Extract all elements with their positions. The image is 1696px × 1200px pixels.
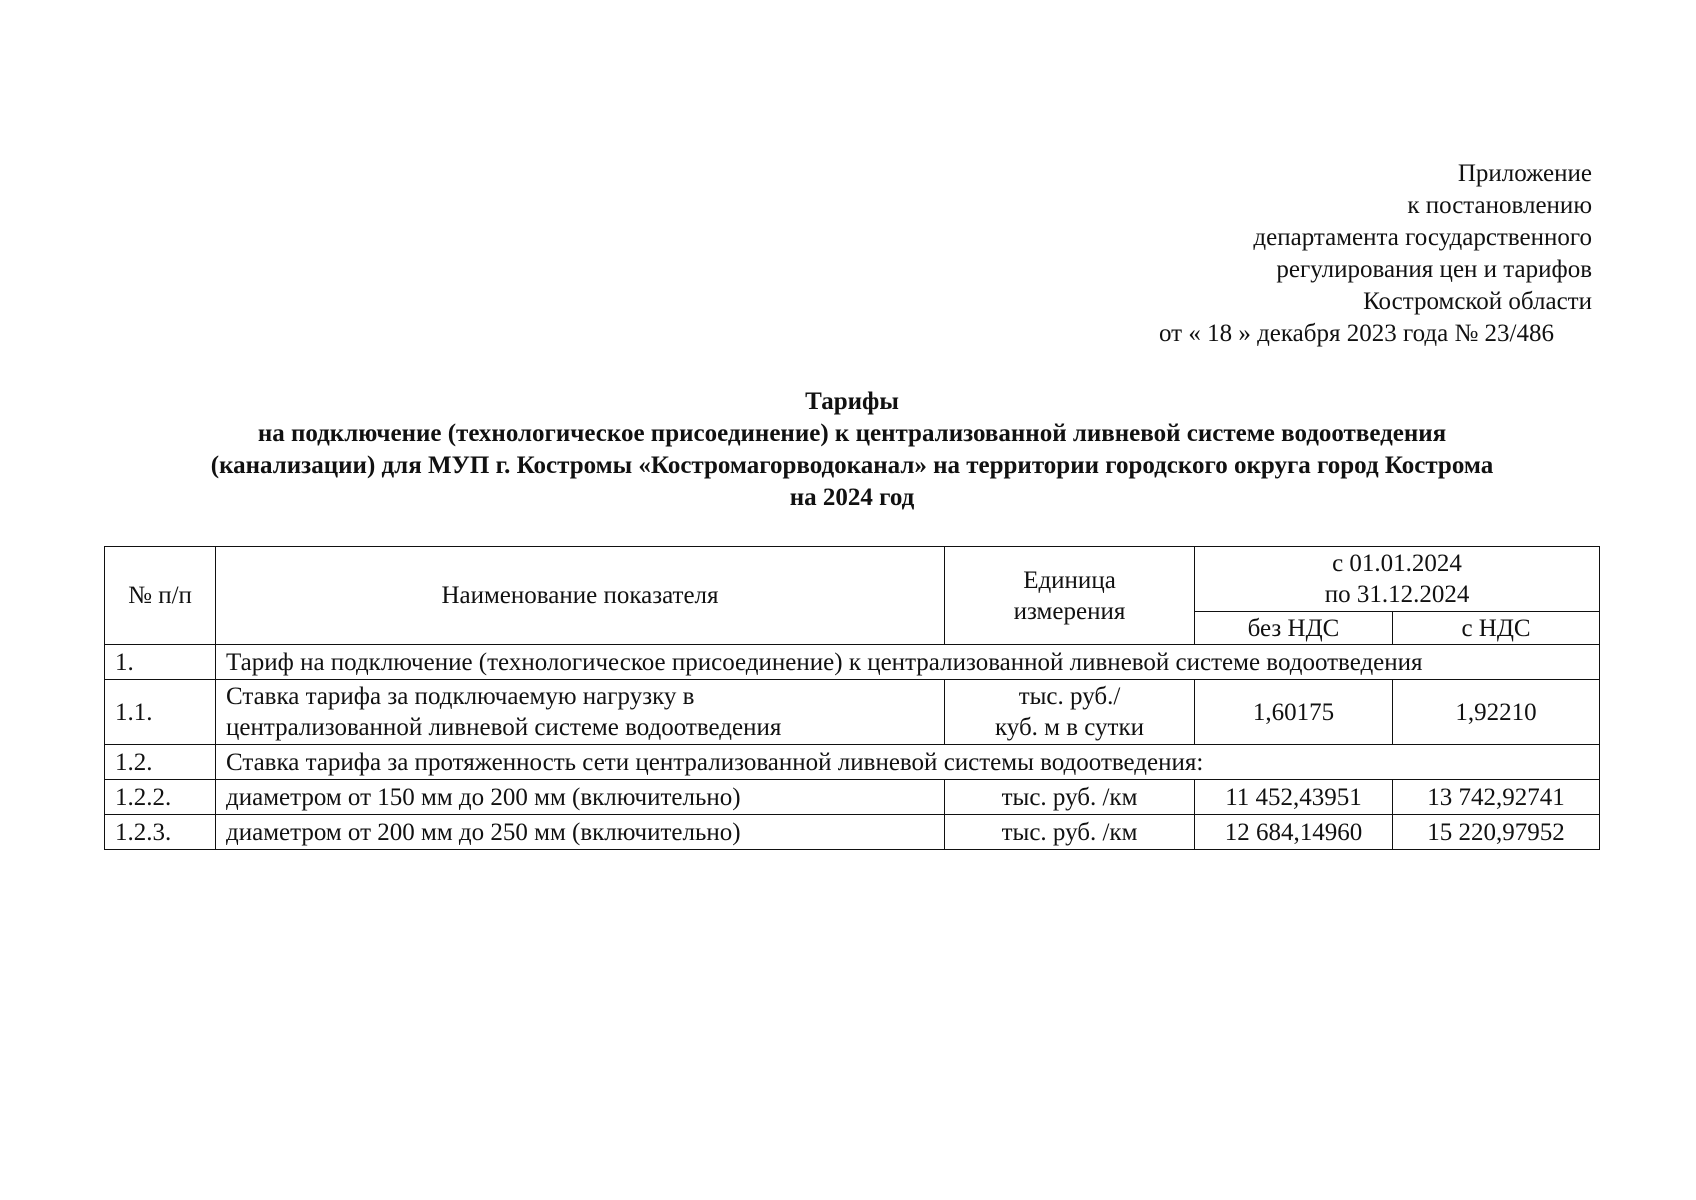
table-row (105, 815, 1600, 850)
row-no-vat: 12 684,14960 (1195, 815, 1393, 850)
table-row (105, 645, 1600, 680)
appendix-line: регулирования цен и тарифов (1276, 256, 1592, 283)
row-name: диаметром от 200 мм до 250 мм (включительно) (216, 815, 945, 850)
tariffs-table (104, 546, 1600, 850)
appendix-line: к постановлению (1407, 192, 1592, 219)
row-with-vat: 13 742,92741 (1393, 780, 1600, 815)
appendix-header (1159, 158, 1592, 350)
title-line: на подключение (технологическое присоединение) к централизованной ливневой системе водоотведения (257, 420, 1447, 447)
row-unit-line: куб. м в сутки (994, 714, 1145, 741)
row-name: Тариф на подключение (технологическое присоединение) к централизованной ливневой системе водоотведения (216, 645, 1600, 680)
header-period-line: с 01.01.2024 (1332, 550, 1462, 577)
row-name: диаметром от 150 мм до 200 мм (включительно) (216, 780, 945, 815)
header-no-vat: без НДС (1195, 612, 1393, 645)
row-num: 1.2. (105, 745, 216, 780)
row-unit: тыс. руб. /км (945, 780, 1195, 815)
row-unit (945, 680, 1195, 745)
row-with-vat: 1,92210 (1393, 680, 1600, 745)
appendix-line: Приложение (1457, 160, 1592, 187)
row-name-line: централизованной ливневой системе водоотведения (226, 714, 782, 741)
row-no-vat: 1,60175 (1195, 680, 1393, 745)
header-period-line: по 31.12.2024 (1324, 581, 1470, 608)
header-num: № п/п (105, 547, 216, 645)
document-title (104, 386, 1600, 514)
row-unit: тыс. руб. /км (945, 815, 1195, 850)
row-name-line: Ставка тарифа за подключаемую нагрузку в (226, 683, 695, 710)
row-num: 1. (105, 645, 216, 680)
appendix-line: Костромской области (1363, 288, 1592, 315)
row-name (216, 680, 945, 745)
row-num: 1.2.3. (105, 815, 216, 850)
row-name: Ставка тарифа за протяженность сети централизованной ливневой системы водоотведения: (216, 745, 1600, 780)
title-line: на 2024 год (789, 484, 915, 511)
header-unit (945, 547, 1195, 645)
header-unit-line: Единица (1023, 566, 1116, 594)
order-number: от « 18 » декабря 2023 года № 23/486 (1158, 320, 1554, 347)
table-header-row (105, 547, 1600, 612)
table-row (105, 780, 1600, 815)
row-with-vat: 15 220,97952 (1393, 815, 1600, 850)
table-row (105, 680, 1600, 745)
header-with-vat: с НДС (1393, 612, 1600, 645)
row-unit-line: тыс. руб./ (1018, 683, 1121, 710)
row-num: 1.2.2. (105, 780, 216, 815)
title-line: (канализации) для МУП г. Костромы «Костромагорводоканал» на территории городского округа город Кострома (210, 452, 1494, 479)
header-unit-line: измерения (1013, 597, 1126, 625)
table-row (105, 745, 1600, 780)
header-name: Наименование показателя (216, 547, 945, 645)
appendix-line: департамента государственного (1253, 224, 1592, 251)
header-period (1195, 547, 1600, 612)
row-no-vat: 11 452,43951 (1195, 780, 1393, 815)
row-num: 1.1. (105, 680, 216, 745)
title-line: Тарифы (805, 388, 899, 415)
